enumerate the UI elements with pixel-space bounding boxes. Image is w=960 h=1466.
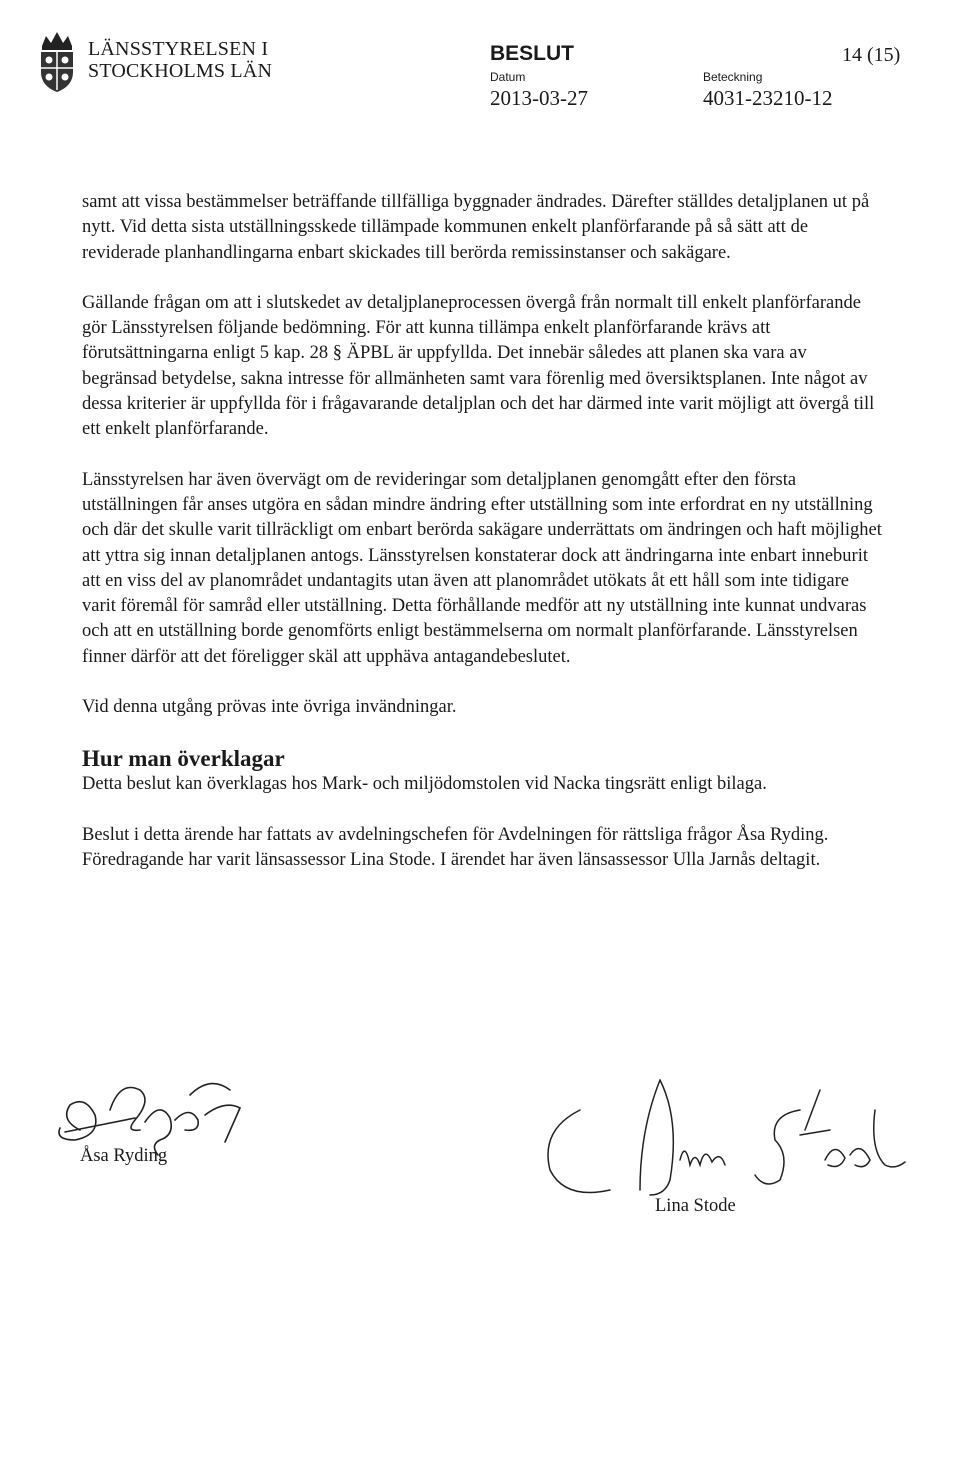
paragraph-4: Vid denna utgång prövas inte övriga invändningar. bbox=[82, 697, 457, 718]
signature-left bbox=[40, 1060, 300, 1190]
paragraph-5: Detta beslut kan överklagas hos Mark- och miljödomstolen vid Nacka tingsrätt enligt bilaga. bbox=[82, 774, 767, 795]
paragraph-2: Gällande frågan om att i slutskedet av detaljplaneprocessen övergå från normalt till enkelt planförfarande gör Länsstyrelsen följande bedömning. För att kunna tillämpa enkelt planförfarande krävs att förutsättningarna enligt 5 kap. 28 § ÄPBL är uppfyllda. Det innebär således att planen ska vara av begränsad betydelse, sakna intresse för allmänheten samt vara förenlig med översiktsplanen. Inte något av dessa kriterier är uppfyllda för i frågavarande detaljplan och det har därmed inte varit möjligt att övergå till ett enkelt planförfarande. bbox=[82, 292, 875, 440]
date-value: 2013-03-27 bbox=[490, 86, 588, 110]
page-number: 14 (15) bbox=[842, 44, 901, 66]
paragraph-1: samt att vissa bestämmelser beträffande tillfälliga byggnader ändrades. Därefter ställdes detaljplanen ut på nytt. Vid detta sista utställningsskede tillämpade kommunen enkelt planförfarande på så sätt att de reviderade planhandlingarna enbart skickades till berörda remissinstanser och sakägare. bbox=[82, 192, 870, 263]
county-coat-of-arms-icon bbox=[36, 30, 78, 94]
reference-value: 4031-23210-12 bbox=[703, 86, 833, 110]
org-line-2: STOCKHOLMS LÄN bbox=[88, 60, 273, 82]
paragraph-6: Beslut i detta ärende har fattats av avdelningschefen för Avdelningen för rättsliga frågor Åsa Ryding. Föredragande har varit länsassessor Lina Stode. I ärendet har även länsassessor Ulla Jarnås deltagit. bbox=[82, 824, 829, 870]
section-heading: Hur man överklagar bbox=[82, 746, 285, 772]
document-body bbox=[82, 190, 882, 873]
org-line-1: LÄNSSTYRELSEN I bbox=[88, 38, 269, 60]
document-type: BESLUT bbox=[490, 42, 574, 65]
paragraph-3: Länsstyrelsen har även övervägt om de revideringar som detaljplanen genomgått efter den första utställningen får anses utgöra en sådan mindre ändring efter utställning som inte erfordrat en ny utställning och där det skulle varit tillräckligt om enbart berörda sakägare underrättats om ändringen och haft möjlighet att yttra sig innan detaljplanen antogs. Länsstyrelsen konstaterar dock att ändringarna inte enbart inneburit att en viss del av planområdet undantagits utan även att planområdet utökats åt ett håll som inte tidigare varit föremål för samråd eller utställning. Detta förhållande medför att ny utställning inte kunnat undvaras och att en utställning borde genomförts enligt bestämmelserna om normalt planförfarande. Länsstyrelsen finner därför att det föreligger skäl att upphäva antagandebeslutet. bbox=[82, 469, 882, 667]
signature-right bbox=[520, 1070, 920, 1210]
reference-label: Beteckning bbox=[703, 70, 763, 84]
organisation-name bbox=[88, 38, 272, 82]
signatory-name-left: Åsa Ryding bbox=[80, 1146, 168, 1166]
signatory-name-right: Lina Stode bbox=[655, 1196, 736, 1216]
date-label: Datum bbox=[490, 70, 526, 84]
